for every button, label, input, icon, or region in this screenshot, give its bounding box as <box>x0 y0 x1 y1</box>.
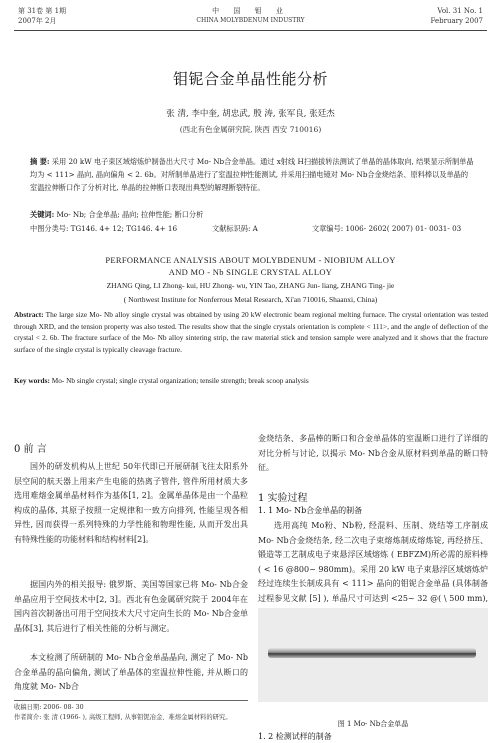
english-authors: ZHANG Qing, LI Zhong- kui, HU Zhong- wu, YIN Tao, ZHANG Jun- liang, ZHANG Ting- jie <box>106 281 395 290</box>
english-title-line1: PERFORMANCE ANALYSIS ABOUT MOLYBDENUM - NIOBIUM ALLOY <box>105 255 396 265</box>
section-1-heading: 1 实验过程 <box>258 493 308 504</box>
section-0-heading: 0 前 言 <box>14 444 47 455</box>
abstract-cn-text: 采用 20 kW 电子束区域熔炼炉制备出大尺寸 Mo- Nb合金单晶。通过 x射线 H扫描拔转法测试了单晶的晶体取向, 结果显示所制单晶均为 < 111> 晶向, 晶向偏角 < 2. 6b。对所制单晶进行了室温拉伸性能测试, 并采用扫描电镜对 Mo- Nb合金烧结条、原料棒以及单晶的室温拉伸断口作了分析对比, 单晶的拉伸断口表现出典型的解理断裂特征。 <box>30 157 474 192</box>
header-divider <box>14 30 487 31</box>
subsection-1-1-heading: 1. 1 Mo- Nb合金单晶的制备 <box>258 506 363 515</box>
doc-code: 文献标识码: A <box>212 224 258 233</box>
article-number: 文章编号: 1006- 2602( 2007) 01- 0031- 03 <box>312 224 462 233</box>
abstract-cn-label: 摘 要: <box>30 157 50 166</box>
keywords-cn-text: Mo- Nb; 合金单晶; 晶向; 拉伸性能; 断口分析 <box>56 210 204 219</box>
method-paragraph: 选用高纯 Mo粉、Nb粉, 经混料、压制、烧结等工序制成 Mo- Nb合金烧结条, 经二次电子束熔炼制成熔炼锭, 再经挤压、锻造等工艺制成电子束悬浮区域熔炼 ( EBFZM)所必需的原料棒 ( < 16 @800~ 980mm)。采用 20 kW 电子束悬浮区域熔炼炉经过连续生长制成具有 < 111> 晶向的钼铌合金单晶 (具体制备过程参见文献 [5] ), 单晶尺寸可达到 <25~ 32 @( \ 500 mm), <box>258 521 488 603</box>
english-abstract-label: Abstract: <box>14 310 44 319</box>
keywords-cn-label: 关键词: <box>30 210 55 219</box>
received-date: 收稿日期: 2006- 08- 30 <box>14 704 84 711</box>
keywords-cn <box>30 210 474 220</box>
intro-paragraph-1: 国外的研发机构从上世纪 50年代即已开展研制飞往太阳系外层空间的航天器上用来产生电能的热离子管件, 管件所用材质大多选用难熔金属单晶材料作为基体[1, 2]。金属单晶体是由一个晶粒构成的晶体, 其原子按照一定规律和一致方向排列, 性能呈现各相异性, 因而获得一系列特殊的力学性能和物理性能, 从而开发出具有特殊性能的功能材料和结构材料[2]。 <box>14 462 248 544</box>
author-bio: 作者简介: 张 清 (1966- ), 高级工程师, 从事钼铌冶金、难熔金属材料的研究。 <box>14 714 232 721</box>
journal-issue-en <box>431 6 483 26</box>
english-keywords-label: Key words: <box>14 376 50 385</box>
english-abstract-text: The large size Mo- Nb alloy single crystal was obtained by using 20 kW electronic beam regional melting furnace. The crystal orientation was tested through XRD, and the tension property was also tested. The results show that the single crystals orientation is complete < 111>, and the angle of deflection of the crystal < 2. 6b. The fracture surface of the Mo- Nb alloy sintering strip, the raw material stick and tension sample were analyzed and it shows that the fracture surface of the single crystal is typically cleavage fracture. <box>14 310 488 354</box>
english-abstract <box>14 309 488 355</box>
english-title <box>0 254 501 278</box>
journal-name <box>0 6 501 26</box>
journal-date-en: February 2007 <box>430 17 483 25</box>
journal-name-cn: 中 国 钼 业 <box>212 7 289 15</box>
figure-1-caption: 图 1 Mo- Nb合金单晶 <box>337 720 409 728</box>
single-crystal-rod <box>268 648 476 658</box>
journal-name-en: CHINA MOLYBDENUM INDUSTRY <box>196 17 305 24</box>
clc-number: 中图分类号: TG146. 4+ 12; TG146. 4+ 16 <box>30 224 178 233</box>
paper-title: 钼铌合金单晶性能分析 <box>172 70 328 88</box>
affiliation: (西北有色金属研究院, 陕西 西安 710016) <box>179 125 322 134</box>
footnote-divider <box>14 700 248 701</box>
author-list: 张 清, 李中奎, 胡忠武, 殷 涛, 张军良, 张廷杰 <box>166 109 335 119</box>
figure-1-photo <box>258 608 488 702</box>
journal-volume-en: Vol. 31 No. 1 <box>437 7 483 15</box>
intro-paragraph-3: 本文检测了所研制的 Mo- Nb合金单晶晶向, 测定了 Mo- Nb合金单晶的晶向偏角, 测试了单晶体的室温拉伸性能, 并从断口的角度就 Mo- Nb合 <box>14 653 248 692</box>
english-affiliation: ( Northwest Institute for Nonferrous Metal Research, Xi'an 710016, Shaanxi, China) <box>123 295 378 304</box>
english-keywords-text: Mo- Nb single crystal; single crystal organization; tensile strength; break scoop analysis <box>51 376 309 385</box>
english-keywords <box>14 376 488 385</box>
journal-date-cn: 2007年 2月 <box>18 17 57 25</box>
journal-volume: 第 31卷 第 1期 <box>18 7 67 15</box>
abstract-cn <box>30 155 474 194</box>
intro-continued: 金烧结条、多晶棒的断口和合金单晶体的室温断口进行了详细的对比分析与讨论, 以揭示 Mo- Nb合金从原材料到单晶的断口特征。 <box>258 434 488 473</box>
intro-paragraph-2: 据国内外的相关报导: 俄罗斯、美国等国家已将 Mo- Nb合金单晶应用于空间技术中[2, 3]。西北有色金属研究院于 2004年在国内首次制备出可用于空间技术大尺寸定向生长的 Mo- Nb合金单晶体[3], 其后进行了相关性能的分析与测定。 <box>14 580 248 633</box>
english-title-line2: AND MO - Nb SINGLE CRYSTAL ALLOY <box>168 267 333 277</box>
subsection-1-2-heading: 1. 2 检测试样的制备 <box>258 732 332 741</box>
